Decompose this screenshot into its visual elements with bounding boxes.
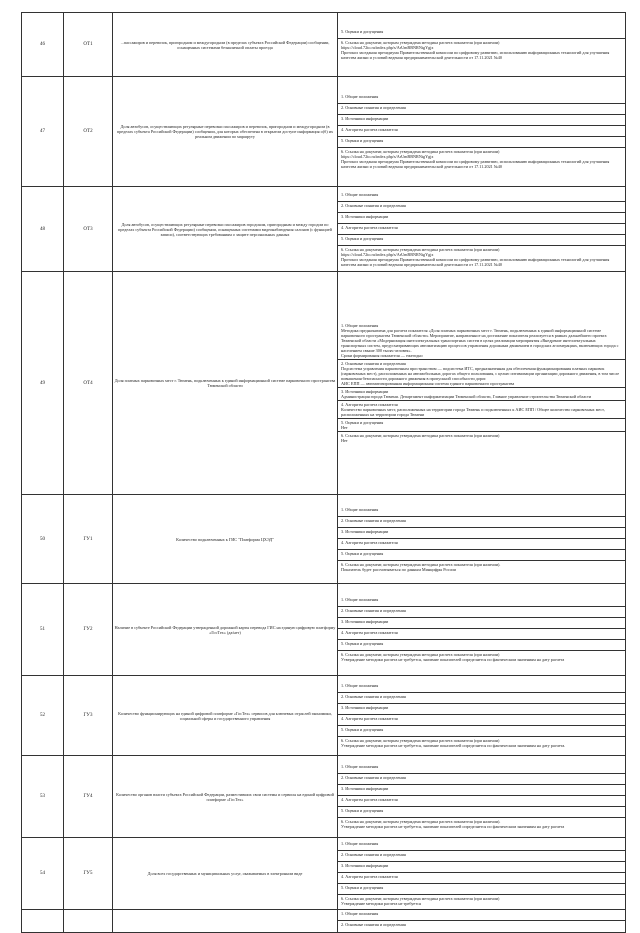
methodology-item-text: 2. Основные понятия и определения — [341, 775, 406, 780]
methodology-item-text: 3. Источники информации — [341, 705, 389, 710]
methodology-item-text: 1. Общие положения — [341, 683, 379, 688]
indicator-name: Доля всех государственных и муниципальных услуг, оказываемых в электронном виде — [113, 838, 338, 910]
methodology-item-text: 5. Оценки и допущения — [341, 235, 384, 241]
row-number — [22, 910, 64, 933]
indicator-name — [113, 910, 338, 933]
methodology-item — [338, 737, 625, 749]
methodology-item — [338, 607, 625, 618]
methodology-item-text: 1. Общие положения — [341, 506, 379, 512]
methodology-item — [338, 763, 625, 774]
methodology-item — [338, 93, 625, 104]
methodology-cell — [338, 13, 626, 77]
methodology-item-text: 4. Алгоритм расчета показателя Количество парковочных мест, расположенных на территории города Тюмень и подключенных к АИС ЕПП / Общее количество парковочных мест, расположенных на территории города Тюмени — [341, 402, 605, 417]
methodology-item — [338, 774, 625, 785]
methodology-item-text: 5. Оценки и допущения — [341, 550, 384, 556]
indicator-code: ОТ4 — [64, 272, 113, 495]
methodology-cell — [338, 272, 626, 495]
methodology-cell — [338, 756, 626, 838]
methodology-item — [338, 550, 625, 561]
methodology-item — [338, 115, 625, 126]
methodology-item — [338, 322, 625, 360]
indicator-name: ...пассажиров и перевозок, пригородном и междугородном (в пределах субъекта Российской Федерации) сообщении, оснащенных системами безналичной оплаты проезда — [113, 13, 338, 77]
indicator-name: Количество функционирующих на единой цифровой платформе «ГосТех» сервисов для ключевых отраслей экономики, социальной сферы и государственного управления — [113, 676, 338, 756]
methodology-item — [338, 419, 625, 432]
indicators-table — [21, 12, 626, 933]
methodology-item-text: 1. Общие положения — [341, 191, 379, 197]
table-row — [22, 495, 626, 584]
methodology-item-text: 6. Ссылка на документ, которым утверждена методика расчета показателя (при наличии) https://cloud.72to.ru/index.php/s/ArUmBBNRNtgYgjx Протокол заседания президиума Правительственной комиссии по цифровому развитию, использованию информационных технологий для улучшения качества жизни и условий ведения предпринимательской деятельности от 17.11.2021 №40 — [341, 246, 610, 267]
row-number: 50 — [22, 495, 64, 584]
methodology-item-text: 6. Ссылка на документ, которым утверждена методика расчета показателя (при наличии) https://cloud.72to.ru/index.php/s/ArUmBBNRNtgYgjx Протокол заседания президиума Правительственной комиссии по цифровому развитию, использованию информационных технологий для улучшения качества жизни и условий ведения предпринимательской деятельности от 17.11.2021 №40 — [341, 149, 610, 169]
indicator-code: ГУ3 — [64, 676, 113, 756]
indicator-code: ГУ1 — [64, 495, 113, 584]
methodology-item-text: 3. Источники информации — [341, 213, 389, 219]
methodology-item-text: 1. Общие положения — [341, 841, 379, 846]
row-number: 49 — [22, 272, 64, 495]
methodology-item-text: 4. Алгоритм расчета показателя — [341, 797, 398, 802]
methodology-item — [338, 693, 625, 704]
methodology-item — [338, 862, 625, 873]
methodology-item-text: 5. Оценки и допущения — [341, 885, 384, 890]
methodology-item-text: 6. Ссылка на документ, которым утверждена методика расчета показателя (при наличии) Нет — [341, 433, 500, 443]
methodology-item-text: 4. Алгоритм расчета показателя — [341, 127, 398, 132]
methodology-cell — [338, 187, 626, 272]
methodology-item — [338, 432, 625, 444]
methodology-item — [338, 506, 625, 517]
methodology-item-text: 5. Оценки и допущения — [341, 727, 384, 732]
indicator-code: ОТ2 — [64, 77, 113, 187]
methodology-item-text: 3. Источники информации — [341, 619, 389, 624]
table-body — [22, 13, 626, 933]
methodology-item-text: 6. Ссылка на документ, которым утверждена методика расчета показателя (при наличии) Утверждение методики расчета не требуется, значение показателей определяется по фактическим значениям на дату расчета — [341, 652, 565, 662]
indicator-code: ГУ5 — [64, 838, 113, 910]
methodology-item-text: 4. Алгоритм расчета показателя — [341, 630, 398, 635]
indicator-name: Доля автобусов, осуществляющих регулярные перевозки пассажиров и перевозок, пригородном и междугородном (в пределах субъекта Российской Федерации) сообщении, для которых обеспечена в открытом доступе информация о(б) их реальном движении по маршруту — [113, 77, 338, 187]
table-row — [22, 756, 626, 838]
methodology-item-text: 6. Ссылка на документ, которым утверждена методика расчета показателя (при наличии). Показатель будет рассчитываться по данным Минцифры России — [341, 561, 501, 572]
methodology-item — [338, 640, 625, 651]
methodology-item-text: 4. Алгоритм расчета показателя — [341, 874, 398, 879]
methodology-item-text: 1. Общие положения — [341, 764, 379, 769]
indicator-code: ОТ1 — [64, 13, 113, 77]
methodology-item — [338, 807, 625, 818]
row-number: 48 — [22, 187, 64, 272]
methodology-item — [338, 104, 625, 115]
indicator-name: Доля платных парковочных мест г. Тюмень, подключенных к единой информационной системе парковочного пространства Тюменской области — [113, 272, 338, 495]
row-number: 47 — [22, 77, 64, 187]
methodology-item — [338, 910, 625, 921]
methodology-item-text: 2. Основные понятия и определения — [341, 105, 406, 110]
methodology-item-text: 3. Источники информации — [341, 786, 389, 791]
indicator-code — [64, 910, 113, 933]
row-number: 54 — [22, 838, 64, 910]
methodology-item-text: 1. Общие положения — [341, 597, 379, 602]
methodology-item — [338, 191, 625, 202]
methodology-item-text: 2. Основные понятия и определения — [341, 202, 406, 208]
methodology-item — [338, 388, 625, 401]
methodology-cell — [338, 676, 626, 756]
table-row — [22, 77, 626, 187]
methodology-item — [338, 682, 625, 693]
methodology-cell — [338, 584, 626, 676]
methodology-item — [338, 851, 625, 862]
methodology-item-text: 6. Ссылка на документ, которым утверждена методика расчета показателя (при наличии) Утверждение методики расчета не требуется, значение показателей определяется по фактическим значениям на дату расчета. — [341, 738, 566, 748]
table-row — [22, 676, 626, 756]
indicator-name: Количество органов власти субъекта Российской Федерации, разместивших свои системы и сервисы на единой цифровой платформе «ГосТех» — [113, 756, 338, 838]
methodology-item-text: 2. Основные понятия и определения — [341, 608, 406, 613]
table-row — [22, 584, 626, 676]
methodology-item — [338, 137, 625, 148]
methodology-item — [338, 528, 625, 539]
methodology-item-text: 3. Источники информации — [341, 116, 389, 121]
methodology-cell — [338, 910, 626, 933]
methodology-item — [338, 148, 625, 170]
methodology-item — [338, 715, 625, 726]
methodology-item-text: 4. Алгоритм расчета показателя — [341, 224, 398, 230]
methodology-cell — [338, 838, 626, 910]
indicator-code: ГУ2 — [64, 584, 113, 676]
methodology-item-text: 6. Ссылка на документ, которым утверждена методика расчета показателя (при наличии). Утверждение методики расчета не требуется, значение показателей определяется по фактическим значениям на дату расчета — [341, 819, 565, 829]
methodology-item-text: 5. Оценки и допущения — [341, 808, 384, 813]
methodology-item — [338, 539, 625, 550]
table-row — [22, 187, 626, 272]
methodology-item-text: 3. Источники информации — [341, 528, 389, 534]
methodology-item — [338, 884, 625, 895]
methodology-item — [338, 126, 625, 137]
methodology-item-text: 1. Общие положения Методика предназначена для расчета показателя «Доля платных парковочных мест г. Тюмень, подключенных к единой информационной системе парковочного пространства Тюменской области» Мероприятие, направленное на достижение показателя реализуется в рамках дальнейшего проекта Тюменской области «Модернизация интеллектуальных транспортных систем в целях реализации мероприятия «Внедрение интеллектуальных транспортных систем, предусматривающих автоматизацию процессов управления дорожным движением в городских агломерациях, включающих города с населением свыше 300 тысяч человек». Сроки формирования показателя — ежегодно — [341, 323, 619, 358]
table-row — [22, 910, 626, 933]
methodology-item-text: 4. Алгоритм расчета показателя — [341, 539, 398, 545]
table-row — [22, 838, 626, 910]
methodology-cell — [338, 495, 626, 584]
methodology-item — [338, 224, 625, 235]
methodology-item — [338, 235, 625, 246]
methodology-item-text: 2. Основные понятия и определения — [341, 694, 406, 699]
methodology-item — [338, 360, 625, 388]
methodology-item — [338, 561, 625, 573]
row-number: 53 — [22, 756, 64, 838]
methodology-item — [338, 840, 625, 851]
methodology-item-text: 2. Основные понятия и определения — [341, 852, 406, 857]
methodology-item — [338, 873, 625, 884]
methodology-item-text: 5. Оценки и допущения — [341, 29, 384, 34]
methodology-item-text: 1. Общие положения — [341, 94, 379, 99]
methodology-item-text: 4. Алгоритм расчета показателя — [341, 716, 398, 721]
indicator-name: Наличие в субъекте Российской Федерации утвержденной дорожной карты перевода ГИС на единую цифровую платформу «ГосТех» (да/нет) — [113, 584, 338, 676]
methodology-cell — [338, 77, 626, 187]
row-number: 52 — [22, 676, 64, 756]
methodology-item — [338, 921, 625, 932]
methodology-item — [338, 785, 625, 796]
methodology-item — [338, 895, 625, 907]
methodology-item-text: 6. Ссылка на документ, которым утверждена методика расчета показателя (при наличии) Утверждение методики расчета не требуется — [341, 896, 500, 906]
methodology-item-text: 5. Оценки и допущения — [341, 641, 384, 646]
methodology-item-text: 2. Основные понятия и определения — [341, 517, 406, 523]
methodology-item — [338, 246, 625, 268]
methodology-item-text: 3. Источники информации Администрация города Тюмени. Департамент информатизации Тюменской области, Главное управление строительства Тюменской области — [341, 389, 592, 399]
methodology-item — [338, 517, 625, 528]
indicator-name: Доля автобусов, осуществляющих регулярные перевозки пассажиров городским, пригородным и между городом по пределах субъекта Российской Федерации) сообщении, оснащенных системами видеонаблюдения салонов (с функцией записи), соответствующих требованиям о защите персональных данных — [113, 187, 338, 272]
methodology-item-text: 3. Источники информации — [341, 863, 389, 868]
indicator-name: Количество подключенных к ГИС "Платформа ЦХЭД" — [113, 495, 338, 584]
methodology-item — [338, 818, 625, 830]
methodology-item-text: 6. Ссылка на документ, которым утверждена методика расчета показателя (при наличии) https://cloud.72to.ru/index.php/s/ArUmBBNRNtgYgjx Протокол заседания президиума Правительственной комиссии по цифровому развитию, использованию информационных технологий для улучшения качества жизни и условий ведения предпринимательской деятельности от 17.11.2021 №40 — [341, 40, 610, 60]
methodology-item-text: 2. Основные понятия и определения — [341, 922, 406, 927]
methodology-item-text: 5. Оценки и допущения — [341, 138, 384, 143]
methodology-item — [338, 596, 625, 607]
table-row — [22, 13, 626, 77]
methodology-item-text: 5. Оценки и допущения Нет — [341, 420, 384, 430]
methodology-item — [338, 704, 625, 715]
indicator-code: ГУ4 — [64, 756, 113, 838]
methodology-item — [338, 39, 625, 61]
methodology-item — [338, 726, 625, 737]
methodology-item — [338, 213, 625, 224]
methodology-item — [338, 401, 625, 419]
methodology-item — [338, 629, 625, 640]
indicator-code: ОТ3 — [64, 187, 113, 272]
row-number: 46 — [22, 13, 64, 77]
row-number: 51 — [22, 584, 64, 676]
methodology-item — [338, 651, 625, 663]
methodology-item — [338, 796, 625, 807]
methodology-item — [338, 202, 625, 213]
methodology-item — [338, 28, 625, 39]
methodology-item — [338, 618, 625, 629]
methodology-item-text: 2. Основные понятия и определения Подсистема управления парковочным пространством — подсистема ИТС, предназначенная для обеспечения функционирования платных парковок (парковочных мест), расположенных на автомобильных дорогах общего пользования, с целью оптимизации организации дорожного движения, в том числе повышения безопасности дорожного движения в пропускной способности дорог. АИС ЕПП — автоматизированная информационная система единого парковочного пространства — [341, 361, 620, 386]
methodology-item-text: 1. Общие положения — [341, 911, 379, 916]
table-row — [22, 272, 626, 495]
